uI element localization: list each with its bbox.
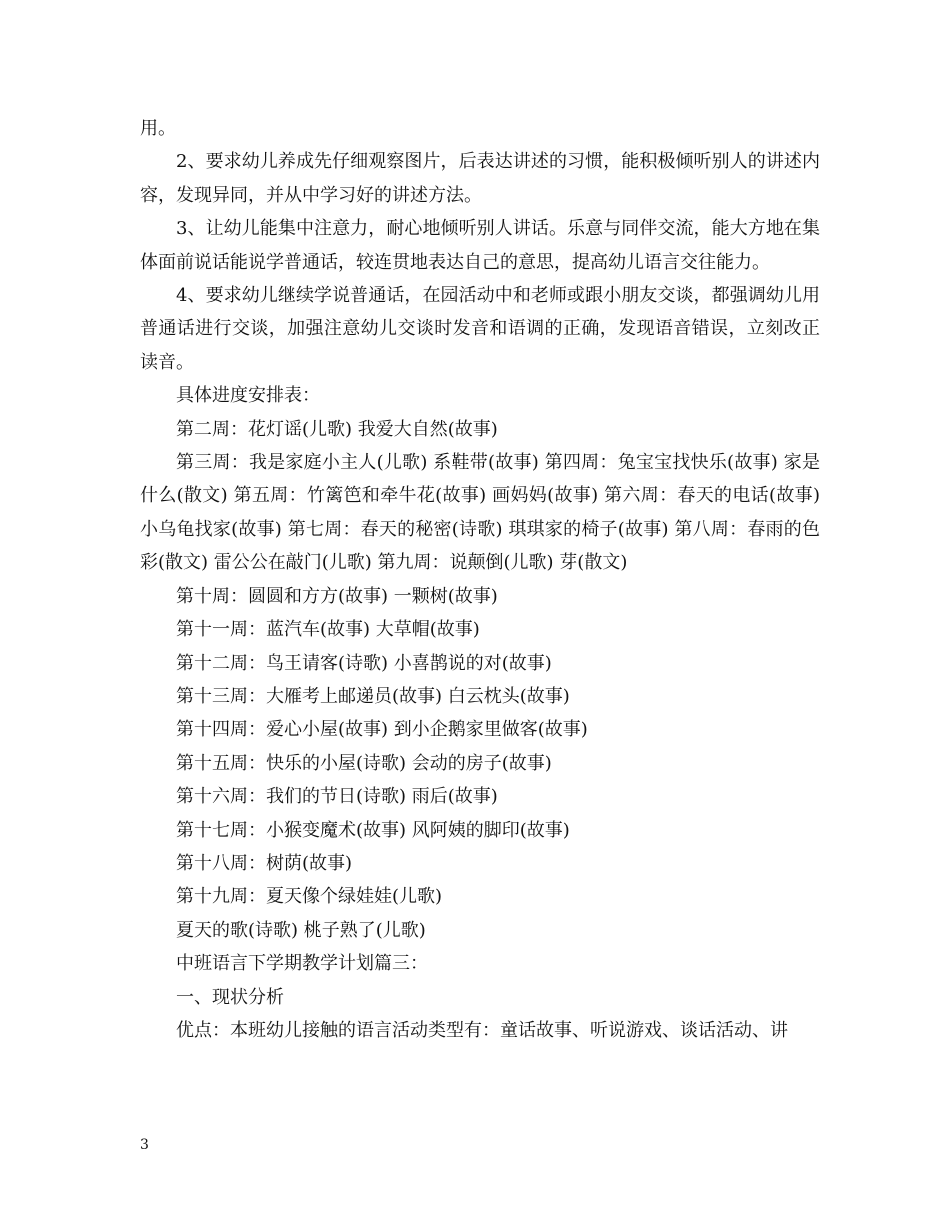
schedule-heading: 具体进度安排表：: [176, 385, 320, 407]
paragraph: 4、要求幼儿继续学说普通话，在园活动中和老师或跟小朋友交谈，都强调幼儿用普通话进行交谈，加强注意幼儿交谈时发音和语调的正确，发现语音错误，立刻改正读音。: [140, 285, 820, 373]
schedule-line: 第十四周：爱心小屋(故事) 到小企鹅家里做客(故事): [176, 719, 588, 741]
schedule-line: 第十七周：小猴变魔术(故事) 风阿姨的脚印(故事): [176, 819, 570, 841]
page-number: 3: [140, 1137, 149, 1153]
schedule-line: 夏天的歌(诗歌) 桃子熟了(儿歌): [176, 919, 426, 941]
schedule-line: 第十二周：鸟王请客(诗歌) 小喜鹊说的对(故事): [176, 652, 552, 674]
document-body: [140, 112, 820, 1047]
schedule-line: 第十五周：快乐的小屋(诗歌) 会动的房子(故事): [176, 752, 552, 774]
section-heading: 一、现状分析: [176, 986, 284, 1008]
schedule-line: 第十八周：树荫(故事): [176, 852, 353, 874]
section-title: 中班语言下学期教学计划篇三：: [176, 953, 428, 975]
schedule-line: 第十周：圆圆和方方(故事) 一颗树(故事): [176, 585, 498, 607]
schedule-line: 第十一周：蓝汽车(故事) 大草帽(故事): [176, 619, 480, 641]
schedule-line: 第十三周：大雁考上邮递员(故事) 白云枕头(故事): [176, 685, 570, 707]
paragraph: 3、让幼儿能集中注意力，耐心地倾听别人讲话。乐意与同伴交流，能大方地在集体面前说话能说学普通话，较连贯地表达自己的意思，提高幼儿语言交往能力。: [140, 218, 820, 273]
schedule-line: 第三周：我是家庭小主人(儿歌) 系鞋带(故事) 第四周：兔宝宝找快乐(故事) 家是什么(散文) 第五周：竹篱笆和牵牛花(故事) 画妈妈(故事) 第六周：春天的电话(故事) 小乌龟找家(故事) 第七周：春天的秘密(诗歌) 琪琪家的椅子(故事) 第八周：春雨的色彩(散文) 雷公公在敲门(儿歌) 第九周：说颠倒(儿歌) 芽(散文): [140, 452, 820, 574]
paragraph: 2、要求幼儿养成先仔细观察图片，后表达讲述的习惯，能积极倾听别人的讲述内容，发现异同，并从中学习好的讲述方法。: [140, 151, 820, 206]
schedule-line: 第十九周：夏天像个绿娃娃(儿歌): [176, 886, 443, 908]
schedule-line: 第二周：花灯谣(儿歌) 我爱大自然(故事): [176, 418, 498, 440]
schedule-line: 第十六周：我们的节日(诗歌) 雨后(故事): [176, 786, 498, 808]
paragraph: 用。: [140, 118, 176, 139]
paragraph: 优点：本班幼儿接触的语言活动类型有：童话故事、听说游戏、谈话活动、讲: [176, 1019, 788, 1041]
